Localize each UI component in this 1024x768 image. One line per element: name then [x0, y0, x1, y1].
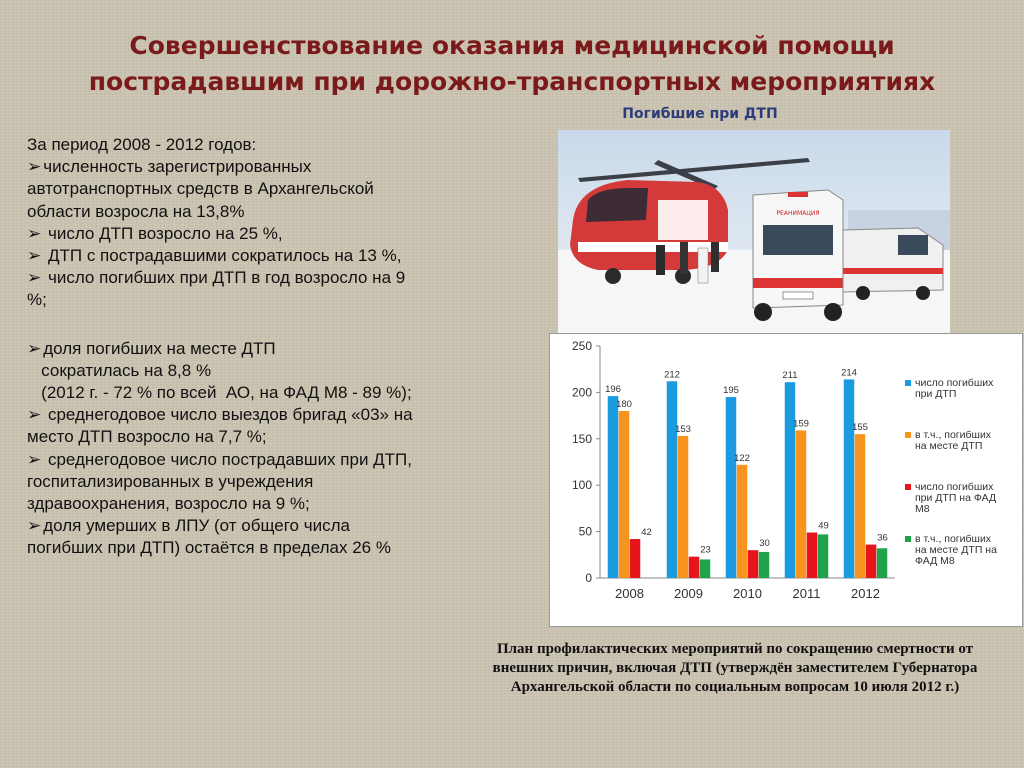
slide-title [60, 28, 964, 100]
data-label: 49 [818, 520, 829, 532]
photo-illustration [558, 130, 950, 334]
data-label: 159 [793, 418, 809, 430]
bar [855, 434, 866, 578]
y-tick-label: 50 [578, 524, 592, 539]
bar [619, 411, 630, 578]
legend [905, 377, 997, 567]
bar [689, 557, 700, 578]
data-label: 195 [723, 385, 739, 397]
data-label: 212 [664, 369, 680, 381]
legend-label: в т.ч., погибших на месте ДТП [915, 429, 992, 452]
y-tick-label: 200 [571, 385, 592, 400]
x-axis [615, 586, 880, 601]
legend-label: число погибших при ДТП на ФАД М8 [915, 481, 997, 515]
text-intro: За период 2008 - 2012 годов: [27, 135, 257, 154]
x-tick-label: 2010 [733, 586, 762, 601]
y-tick-label: 250 [571, 339, 592, 353]
bullet-ambulance-trips: ➢ среднегодовое число выездов бригад «03» на место ДТП возросло на 7,7 %; [27, 404, 417, 448]
deaths-bar-chart [549, 333, 1023, 627]
bar [759, 552, 770, 578]
data-label: 36 [877, 532, 888, 544]
bar [877, 548, 888, 578]
data-label: 180 [616, 398, 632, 410]
legend-swatch [905, 484, 911, 490]
bar [630, 539, 641, 578]
x-tick-label: 2011 [792, 586, 821, 601]
bar [844, 379, 855, 578]
bullet-injured: ➢ ДТП с пострадавшими сократилось на 13 %, [27, 245, 417, 267]
helicopter-ambulance-photo [558, 130, 950, 334]
legend-swatch [905, 432, 911, 438]
bar [726, 397, 737, 578]
bar [818, 534, 829, 578]
bar [785, 382, 796, 578]
plan-note: План профилактических мероприятий по сокращению смертности от внешних причин, включая ДТП (утверждён заместителем Губернатора Архангельской области по социальным вопросам 10 июля 2012 г.) [492, 641, 978, 695]
bullet-hospital-deaths: ➢ доля умерших в ЛПУ (от общего числа погибших при ДТП) остаётся в пределах 26 % [27, 515, 417, 559]
data-label: 155 [852, 422, 868, 434]
y-tick-label: 100 [571, 478, 592, 493]
bar [667, 381, 678, 578]
title-line-2: пострадавшим при дорожно-транспортных мероприятиях [88, 67, 936, 96]
data-label: 153 [675, 424, 691, 436]
data-label: 42 [641, 527, 652, 539]
x-tick-label: 2009 [674, 586, 703, 601]
data-label: 30 [759, 538, 770, 550]
bar [737, 465, 748, 578]
bar [807, 533, 818, 578]
legend-swatch [905, 536, 911, 542]
left-text-block [27, 134, 417, 560]
y-tick-label: 0 [585, 571, 592, 585]
title-line-1: Совершенствование оказания медицинской помощи [129, 31, 895, 60]
x-tick-label: 2008 [615, 586, 644, 601]
data-label: 122 [734, 452, 750, 464]
bullet-vehicles: ➢ численность зарегистрированных автотранспортных средств в Архангельской области возросла на 13,8% [27, 156, 417, 223]
text-scene-deaths-decrease: сократилась на 8,8 % [27, 360, 212, 380]
legend-label: в т.ч., погибших на месте ДТП на ФАД М8 [915, 533, 997, 567]
bar [748, 550, 759, 578]
bar [700, 559, 711, 578]
bullet-scene-deaths: ➢ доля погибших на месте ДТП [27, 338, 417, 360]
data-label: 211 [782, 370, 798, 382]
ambulance-label: РЕАНИМАЦИЯ [776, 210, 820, 217]
chart-canvas [550, 334, 1022, 626]
data-label: 214 [841, 367, 857, 379]
bars-layer [608, 379, 888, 578]
bar [866, 545, 877, 578]
bar [678, 436, 689, 578]
bullet-hospitalized: ➢ среднегодовое число пострадавших при ДТП, госпитализированных в учреждения здравоохранения, возросло на 9 %; [27, 449, 417, 516]
x-tick-label: 2012 [851, 586, 880, 601]
data-label: 23 [700, 544, 711, 556]
legend-label: число погибших при ДТП [915, 377, 994, 400]
bullet-accidents: ➢ число ДТП возросло на 25 %, [27, 223, 417, 245]
bullet-deaths: ➢ число погибших при ДТП в год возросло на 9 %; [27, 267, 417, 311]
legend-swatch [905, 380, 911, 386]
y-tick-label: 150 [571, 431, 592, 446]
photo-caption: Погибшие при ДТП [622, 106, 778, 122]
bar [796, 430, 807, 578]
data-label: 196 [605, 384, 621, 396]
bar [608, 396, 619, 578]
text-scene-deaths-2012: (2012 г. - 72 % по всей АО, на ФАД М8 - 89 %); [27, 383, 412, 403]
